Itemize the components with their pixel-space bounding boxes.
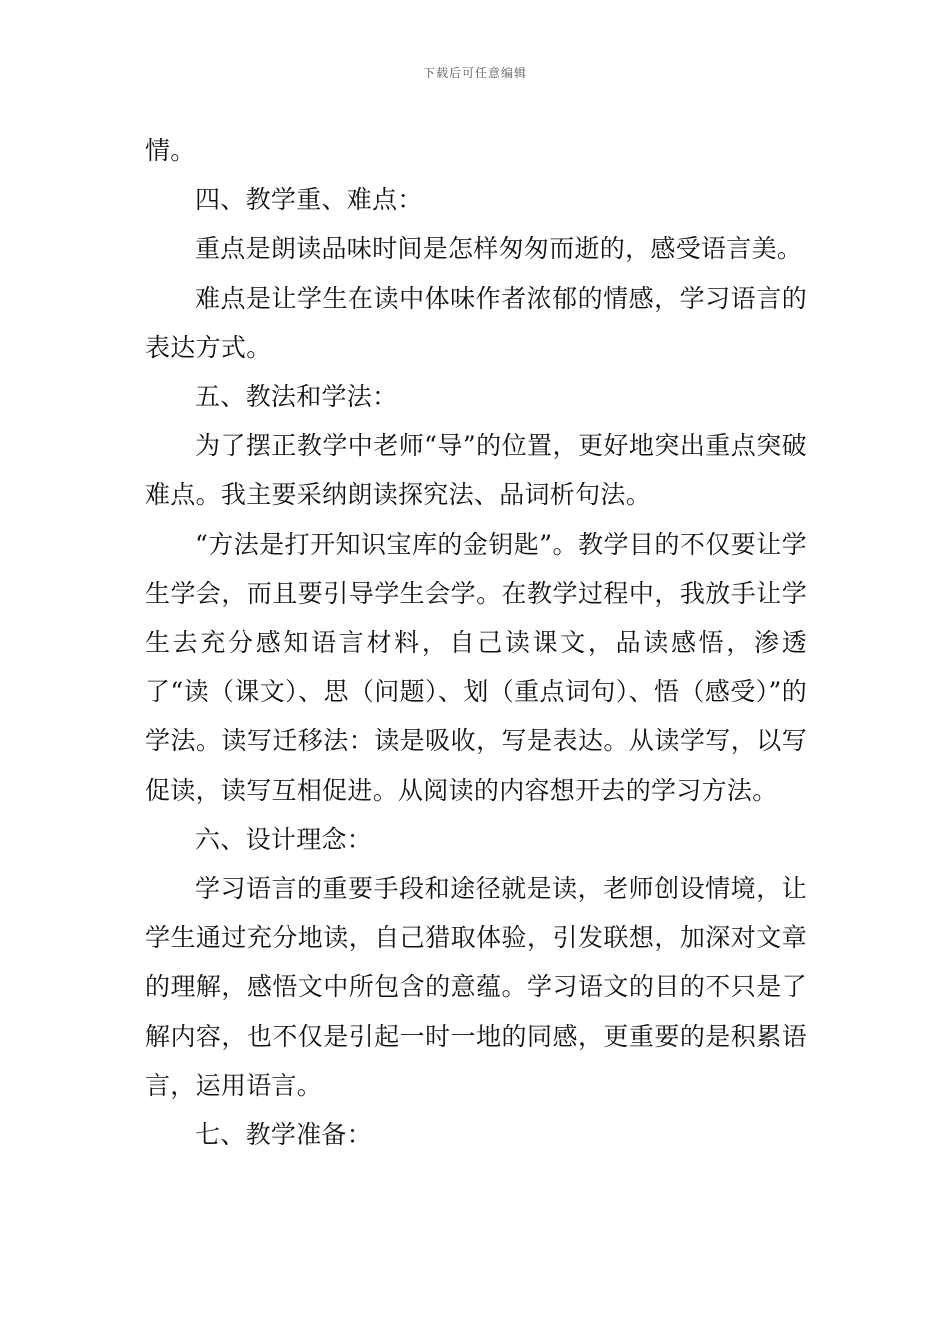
section-heading-design-concept: 六、设计理念： bbox=[195, 824, 373, 854]
paragraph-methods-detail: “方法是打开知识宝库的金钥匙”。教学目的不仅要让学生学会，而且要引导学生会学。在教学过程中，我放手让学生去充分感知语言材料，自己读课文，品读感悟，渗透了“读（课文）、思（问题）、划（重点词句）、悟（感受）”的学法。读写迁移法：读是吸收，写是表达。从读学写，以写促读，读写互相促进。从阅读的内容想开去的学习方法。 bbox=[145, 529, 807, 805]
paragraph-difficult-point: 难点是让学生在读中体味作者浓郁的情感，学习语言的表达方式。 bbox=[145, 283, 807, 362]
document-body bbox=[145, 126, 807, 1159]
section-heading-preparation: 七、教学准备： bbox=[195, 1120, 373, 1150]
paragraph-design-concept: 学习语言的重要手段和途径就是读，老师创设情境，让学生通过充分地读，自己猎取体验，引发联想，加深对文章的理解，感悟文中所包含的意蕴。学习语文的目的不只是了解内容，也不仅是引起一时一地的同感，更重要的是积累语言，运用语言。 bbox=[145, 874, 807, 1100]
paragraph-key-point: 重点是朗读品味时间是怎样匆匆而逝的，感受语言美。 bbox=[195, 234, 803, 264]
page-header: 下载后可任意编辑 bbox=[422, 66, 527, 80]
section-heading-methods: 五、教法和学法： bbox=[195, 382, 398, 412]
paragraph-continuation: 情。 bbox=[145, 136, 196, 165]
paragraph-methods-intro: 为了摆正教学中老师“导”的位置，更好地突出重点突破难点。我主要采纳朗读探究法、品词析句法。 bbox=[145, 431, 807, 510]
section-heading-key-points: 四、教学重、难点： bbox=[195, 185, 423, 215]
